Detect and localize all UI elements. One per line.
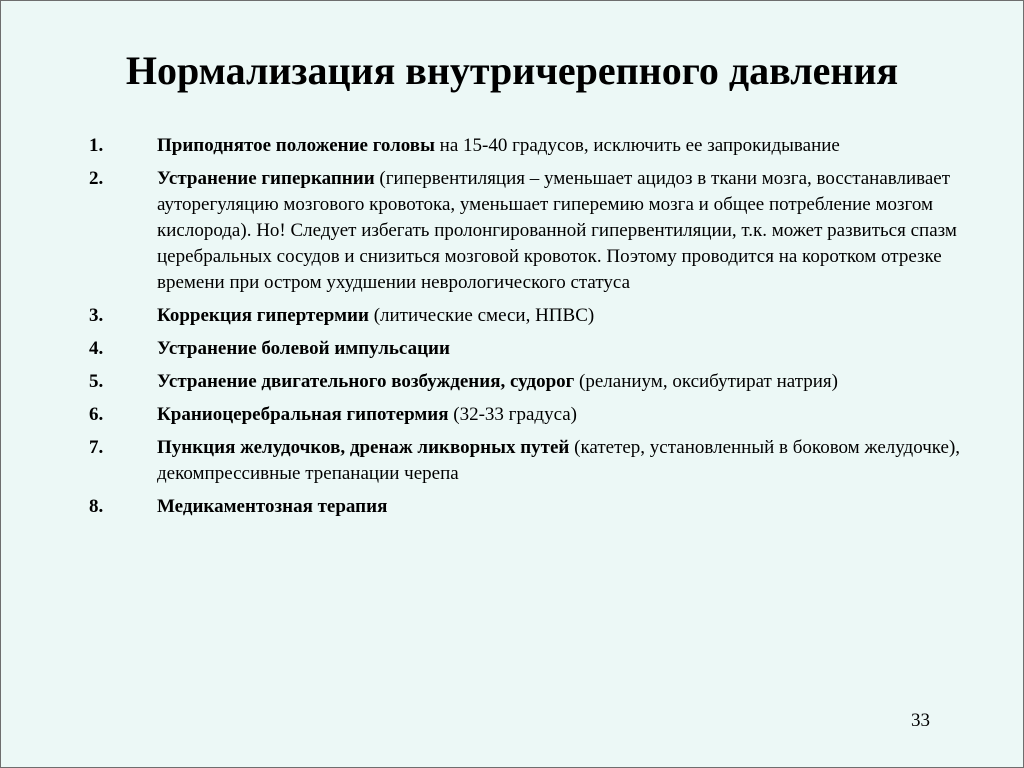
item-heading: Коррекция гипертермии <box>157 305 369 326</box>
item-details: (катетер, установленный в боковом желудочке), декомпрессивные трепанации черепа <box>157 437 961 484</box>
list-item <box>89 402 989 428</box>
item-text <box>157 338 450 359</box>
item-text <box>157 135 840 156</box>
slide-title: Нормализация внутричерепного давления <box>125 48 899 93</box>
item-number: 3. <box>89 305 104 326</box>
item-number: 7. <box>89 437 104 458</box>
item-heading: Краниоцеребральная гипотермия <box>157 404 449 425</box>
item-details: (литические смеси, НПВС) <box>368 305 595 326</box>
item-text <box>157 371 838 392</box>
list-item <box>89 369 989 395</box>
item-number: 1. <box>89 135 104 156</box>
list-item <box>89 303 989 329</box>
item-details: на 15-40 градусов, исключить ее запрокидывание <box>434 135 840 156</box>
list-item <box>89 336 989 362</box>
item-number: 6. <box>89 404 104 425</box>
item-heading: Приподнятое положение головы <box>157 135 435 156</box>
list-item <box>89 133 989 159</box>
item-details: (реланиум, оксибутират натрия) <box>574 371 838 392</box>
list-item <box>89 435 989 487</box>
item-number: 5. <box>89 371 104 392</box>
measures-list <box>89 133 989 527</box>
item-heading: Медикаментозная терапия <box>157 496 388 517</box>
item-number: 8. <box>89 496 104 517</box>
item-text <box>157 496 387 517</box>
item-heading: Устранение болевой импульсации <box>157 338 450 359</box>
list-item <box>89 166 989 296</box>
item-text <box>157 404 577 425</box>
page-number: 33 <box>911 710 930 731</box>
item-text <box>157 305 594 326</box>
item-number: 2. <box>89 168 104 189</box>
item-text <box>157 437 960 484</box>
item-heading: Пункция желудочков, дренаж ликворных путей <box>157 437 570 458</box>
item-heading: Устранение гиперкапнии <box>157 168 375 189</box>
item-details: (32-33 градуса) <box>448 404 578 425</box>
item-heading: Устранение двигательного возбуждения, судорог <box>157 371 575 392</box>
item-text <box>157 168 957 293</box>
item-number: 4. <box>89 338 104 359</box>
item-details: (гипервентиляция – уменьшает ацидоз в ткани мозга, восстанавливает ауторегуляцию мозгового кровотока, уменьшает гиперемию мозга и общее потребление мозгом кислорода). Но! Следует избегать пролонгированной гипервентиляции, т.к. может развиться спазм церебральных сосудов и снизиться мозговой кровоток. Поэтому проводится на коротком отрезке времени при остром ухудшении неврологического статуса <box>157 168 957 293</box>
list-item <box>89 494 989 520</box>
